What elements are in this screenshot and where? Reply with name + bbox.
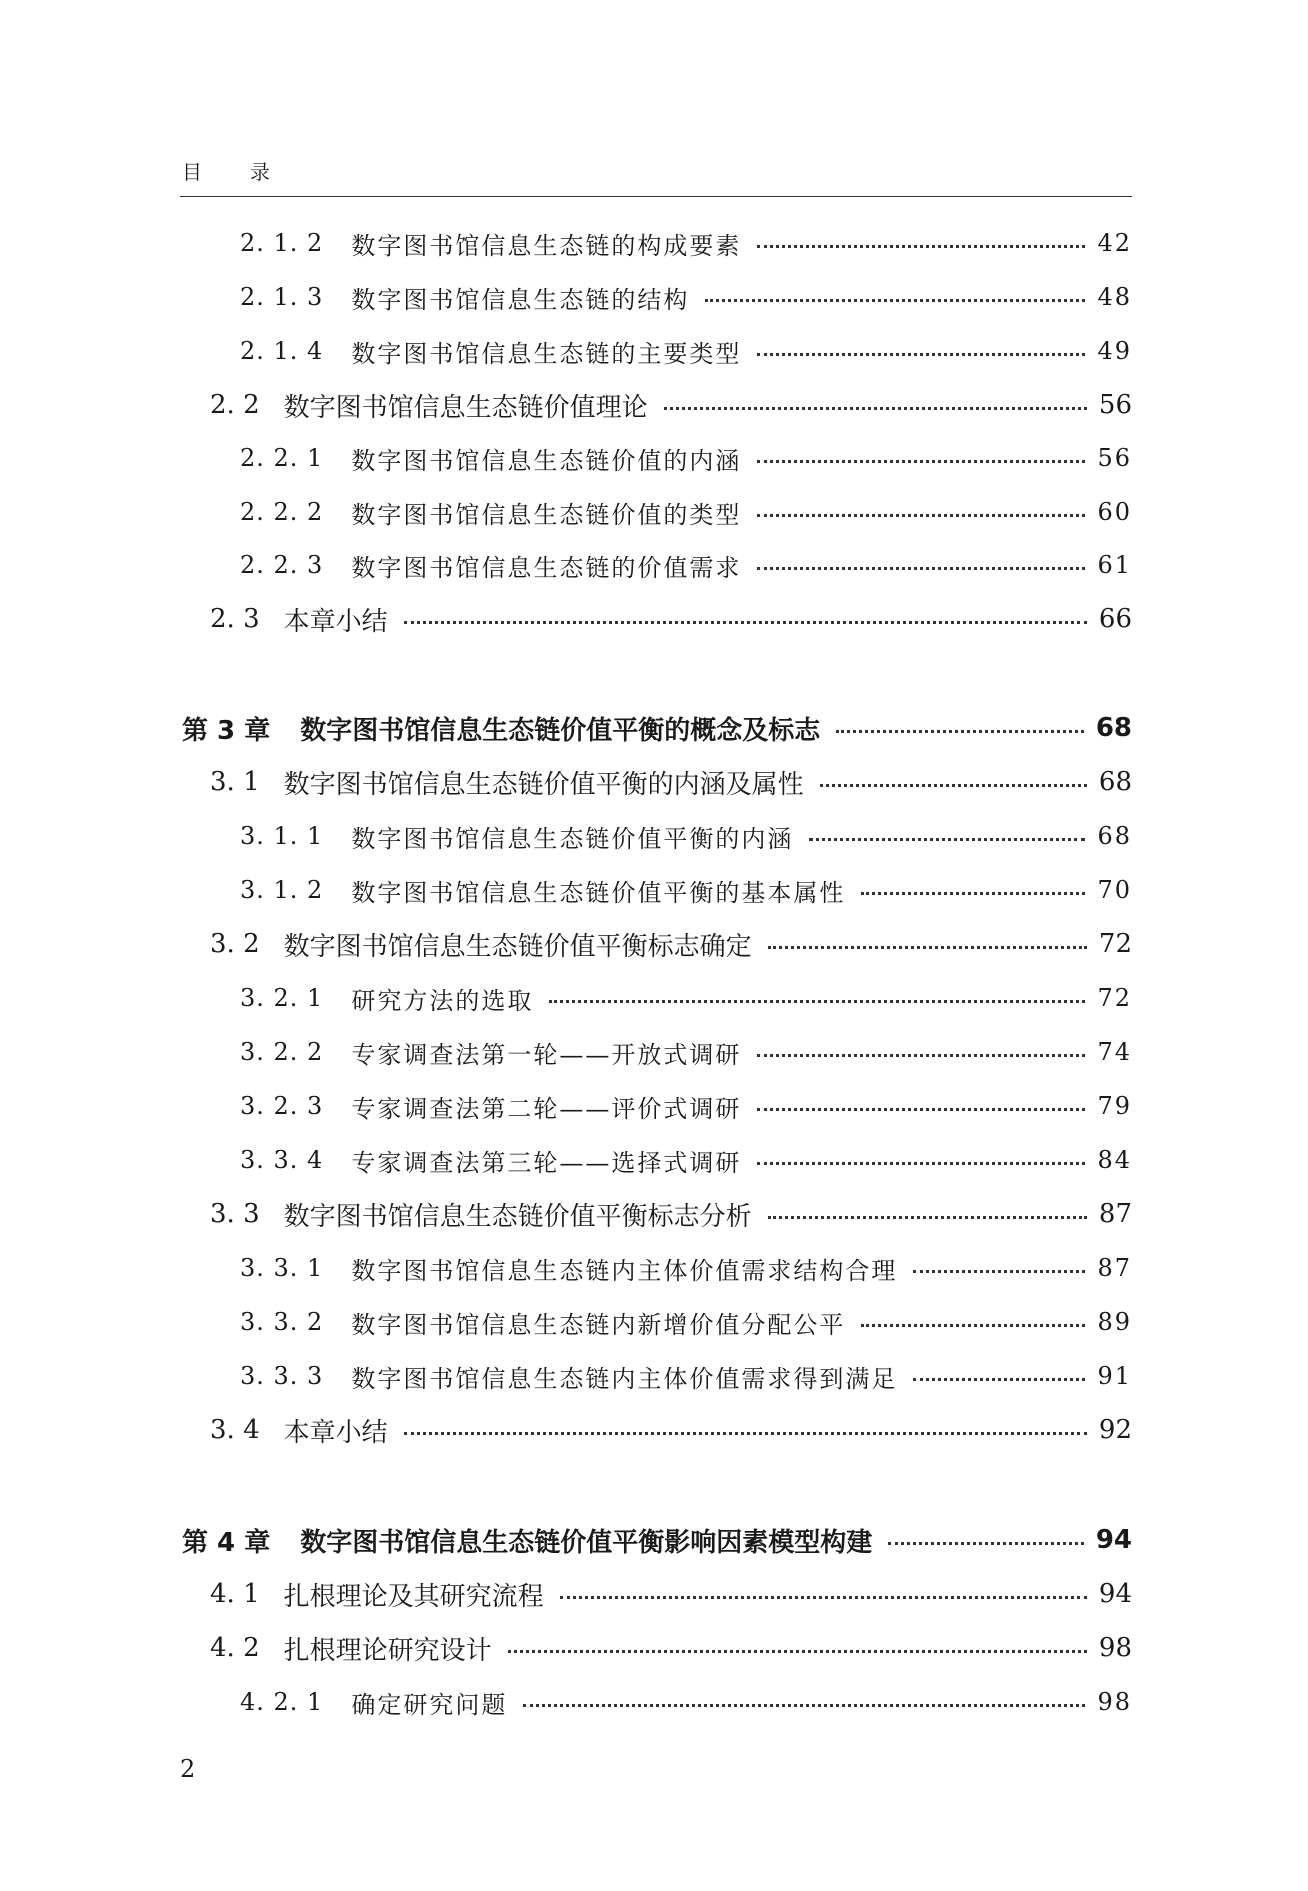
toc-entry-page: 98 bbox=[1097, 1688, 1132, 1716]
header-char-lu: 录 bbox=[250, 160, 270, 184]
toc-entry-number: 2. 2. 1 bbox=[240, 444, 324, 472]
toc-leader-dots bbox=[861, 892, 1085, 895]
toc-entry-title: 数字图书馆信息生态链价值平衡的内涵及属性 bbox=[283, 769, 804, 800]
toc-leader-dots bbox=[404, 621, 1087, 624]
toc-entry-page: 68 bbox=[1097, 822, 1132, 850]
toc-leader-dots bbox=[757, 353, 1085, 356]
toc-entry-title: 数字图书馆信息生态链价值理论 bbox=[283, 392, 648, 423]
toc-leader-dots bbox=[768, 1216, 1087, 1219]
toc-leader-dots bbox=[820, 784, 1087, 787]
toc-leader-dots bbox=[809, 838, 1085, 841]
toc-entry[interactable] bbox=[240, 819, 1132, 853]
toc-entry[interactable] bbox=[240, 1089, 1132, 1123]
toc-entry-title: 数字图书馆信息生态链内主体价值需求结构合理 bbox=[351, 1256, 898, 1285]
toc-leader-dots bbox=[664, 407, 1087, 410]
toc-leader-dots bbox=[560, 1596, 1087, 1599]
toc-entry-title: 数字图书馆信息生态链价值的类型 bbox=[351, 500, 742, 529]
toc-entry-page: 98 bbox=[1098, 1633, 1132, 1663]
toc-entry[interactable] bbox=[182, 711, 1132, 745]
toc-entry-page: 42 bbox=[1097, 229, 1132, 257]
toc-entry-page: 56 bbox=[1097, 444, 1132, 472]
toc-entry-title: 数字图书馆信息生态链价值平衡标志确定 bbox=[283, 931, 752, 962]
toc-entry-title: 数字图书馆信息生态链价值平衡标志分析 bbox=[283, 1201, 752, 1232]
toc-entry-number: 3. 3. 4 bbox=[240, 1146, 324, 1174]
toc-entry-page: 60 bbox=[1097, 498, 1132, 526]
toc-entry-number: 3. 2. 2 bbox=[240, 1038, 324, 1066]
toc-leader-dots bbox=[705, 299, 1085, 302]
toc-entry[interactable] bbox=[210, 1631, 1132, 1665]
toc-entry-page: 92 bbox=[1098, 1415, 1132, 1445]
toc-entry-page: 66 bbox=[1098, 604, 1132, 634]
toc-entry[interactable] bbox=[240, 1143, 1132, 1177]
toc-entry[interactable] bbox=[240, 226, 1132, 260]
toc-entry[interactable] bbox=[240, 873, 1132, 907]
toc-entry[interactable] bbox=[240, 1035, 1132, 1069]
toc-entry-number: 3. 2 bbox=[210, 929, 260, 959]
toc-entry-number: 3. 3. 1 bbox=[240, 1254, 324, 1282]
toc-entry-number: 3. 3. 2 bbox=[240, 1308, 324, 1336]
toc-leader-dots bbox=[888, 1542, 1084, 1545]
toc-entry-number: 2. 2 bbox=[210, 390, 260, 420]
toc-entry-page: 94 bbox=[1095, 1525, 1132, 1555]
toc-entry-page: 70 bbox=[1097, 876, 1132, 904]
toc-entry[interactable] bbox=[240, 1359, 1132, 1393]
toc-entry-number: 4. 2. 1 bbox=[240, 1688, 324, 1716]
toc-entry-page: 72 bbox=[1097, 984, 1132, 1012]
toc-entry-title: 研究方法的选取 bbox=[351, 986, 534, 1015]
toc-entry-page: 87 bbox=[1097, 1254, 1132, 1282]
toc-entry-title: 本章小结 bbox=[283, 1417, 388, 1448]
toc-entry[interactable] bbox=[182, 1523, 1132, 1557]
toc-entry-page: 48 bbox=[1097, 283, 1132, 311]
toc-entry-number: 第 3 章 bbox=[182, 715, 271, 746]
toc-entry-number: 2. 1. 3 bbox=[240, 283, 324, 311]
toc-entry-number: 3. 1. 2 bbox=[240, 876, 324, 904]
toc-entry-page: 68 bbox=[1098, 767, 1132, 797]
toc-entry-number: 2. 1. 2 bbox=[240, 229, 324, 257]
toc-entry-number: 4. 1 bbox=[210, 1579, 260, 1609]
toc-entry-number: 第 4 章 bbox=[182, 1527, 271, 1558]
toc-entry-page: 84 bbox=[1097, 1146, 1132, 1174]
toc-entry-number: 3. 1 bbox=[210, 767, 260, 797]
toc-entry-title: 扎根理论及其研究流程 bbox=[283, 1581, 544, 1612]
toc-entry-number: 3. 4 bbox=[210, 1415, 260, 1445]
toc-entry-number: 3. 2. 3 bbox=[240, 1092, 324, 1120]
toc-leader-dots bbox=[913, 1378, 1085, 1381]
toc-entry[interactable] bbox=[210, 927, 1132, 961]
toc-entry-title: 数字图书馆信息生态链内新增价值分配公平 bbox=[351, 1310, 846, 1339]
toc-leader-dots bbox=[861, 1324, 1085, 1327]
toc-leader-dots bbox=[757, 567, 1085, 570]
toc-entry-page: 91 bbox=[1097, 1362, 1132, 1390]
toc-entry-page: 68 bbox=[1095, 713, 1132, 743]
toc-leader-dots bbox=[508, 1650, 1087, 1653]
toc-entry-title: 数字图书馆信息生态链的构成要素 bbox=[351, 231, 742, 260]
toc-entry-title: 数字图书馆信息生态链的结构 bbox=[351, 285, 690, 314]
toc-entry-title: 数字图书馆信息生态链的主要类型 bbox=[351, 339, 742, 368]
toc-entry[interactable] bbox=[240, 334, 1132, 368]
toc-entry-page: 94 bbox=[1098, 1579, 1132, 1609]
toc-entry-number: 2. 3 bbox=[210, 604, 260, 634]
toc-entry[interactable] bbox=[240, 441, 1132, 475]
toc-entry-page: 74 bbox=[1097, 1038, 1132, 1066]
toc-entry-title: 专家调查法第三轮——选择式调研 bbox=[351, 1148, 742, 1177]
toc-entry-title: 数字图书馆信息生态链内主体价值需求得到满足 bbox=[351, 1364, 898, 1393]
toc-entry[interactable] bbox=[210, 388, 1132, 422]
toc-leader-dots bbox=[757, 245, 1085, 248]
toc-entry-page: 49 bbox=[1097, 337, 1132, 365]
toc-entry-page: 61 bbox=[1097, 551, 1132, 579]
toc-entry-number: 4. 2 bbox=[210, 1633, 260, 1663]
toc-entry-number: 3. 3 bbox=[210, 1199, 260, 1229]
toc-entry[interactable] bbox=[210, 1577, 1132, 1611]
toc-entry[interactable] bbox=[240, 981, 1132, 1015]
toc-entry-title: 本章小结 bbox=[283, 606, 388, 637]
toc-entry[interactable] bbox=[210, 1413, 1132, 1447]
toc-entry-title: 数字图书馆信息生态链价值平衡的基本属性 bbox=[351, 878, 846, 907]
toc-entry-title: 数字图书馆信息生态链价值的内涵 bbox=[351, 446, 742, 475]
toc-entry[interactable] bbox=[240, 548, 1132, 582]
toc-entry[interactable] bbox=[240, 495, 1132, 529]
toc-entry-number: 3. 1. 1 bbox=[240, 822, 324, 850]
toc-entry-number: 2. 2. 3 bbox=[240, 551, 324, 579]
toc-leader-dots bbox=[768, 946, 1087, 949]
header-rule bbox=[180, 196, 1132, 197]
page-number: 2 bbox=[180, 1755, 196, 1783]
toc-entry[interactable] bbox=[240, 1251, 1132, 1285]
toc-leader-dots bbox=[404, 1432, 1087, 1435]
header-char-mu: 目 bbox=[182, 160, 202, 184]
toc-leader-dots bbox=[523, 1704, 1085, 1707]
toc-entry-page: 89 bbox=[1097, 1308, 1132, 1336]
toc-entry-number: 3. 3. 3 bbox=[240, 1362, 324, 1390]
toc-entry-title: 数字图书馆信息生态链价值平衡的内涵 bbox=[351, 824, 794, 853]
toc-leader-dots bbox=[836, 730, 1084, 733]
toc-entry-title: 数字图书馆信息生态链的价值需求 bbox=[351, 553, 742, 582]
toc-leader-dots bbox=[757, 1054, 1085, 1057]
toc-entry[interactable] bbox=[240, 1685, 1132, 1719]
toc-entry-page: 79 bbox=[1097, 1092, 1132, 1120]
toc-leader-dots bbox=[913, 1270, 1085, 1273]
toc-entry-title: 数字图书馆信息生态链价值平衡的概念及标志 bbox=[300, 715, 821, 746]
toc-entry-title: 确定研究问题 bbox=[351, 1690, 508, 1719]
toc-leader-dots bbox=[757, 460, 1085, 463]
toc-entry[interactable] bbox=[240, 1305, 1132, 1339]
toc-leader-dots bbox=[757, 1108, 1085, 1111]
toc-entry-page: 56 bbox=[1098, 390, 1132, 420]
toc-entry-page: 87 bbox=[1098, 1199, 1132, 1229]
toc-entry[interactable] bbox=[210, 602, 1132, 636]
toc-entry[interactable] bbox=[210, 1197, 1132, 1231]
toc-leader-dots bbox=[757, 1162, 1085, 1165]
toc-entry[interactable] bbox=[240, 280, 1132, 314]
toc-entry-number: 3. 2. 1 bbox=[240, 984, 324, 1012]
toc-entry-number: 2. 1. 4 bbox=[240, 337, 324, 365]
toc-leader-dots bbox=[549, 1000, 1085, 1003]
toc-entry-number: 2. 2. 2 bbox=[240, 498, 324, 526]
toc-entry-title: 扎根理论研究设计 bbox=[283, 1635, 492, 1666]
toc-leader-dots bbox=[757, 514, 1085, 517]
toc-entry-title: 专家调查法第一轮——开放式调研 bbox=[351, 1040, 742, 1069]
toc-entry-title: 专家调查法第二轮——评价式调研 bbox=[351, 1094, 742, 1123]
toc-entry[interactable] bbox=[210, 765, 1132, 799]
toc-entry-page: 72 bbox=[1098, 929, 1132, 959]
toc-entry-title: 数字图书馆信息生态链价值平衡影响因素模型构建 bbox=[300, 1527, 873, 1558]
